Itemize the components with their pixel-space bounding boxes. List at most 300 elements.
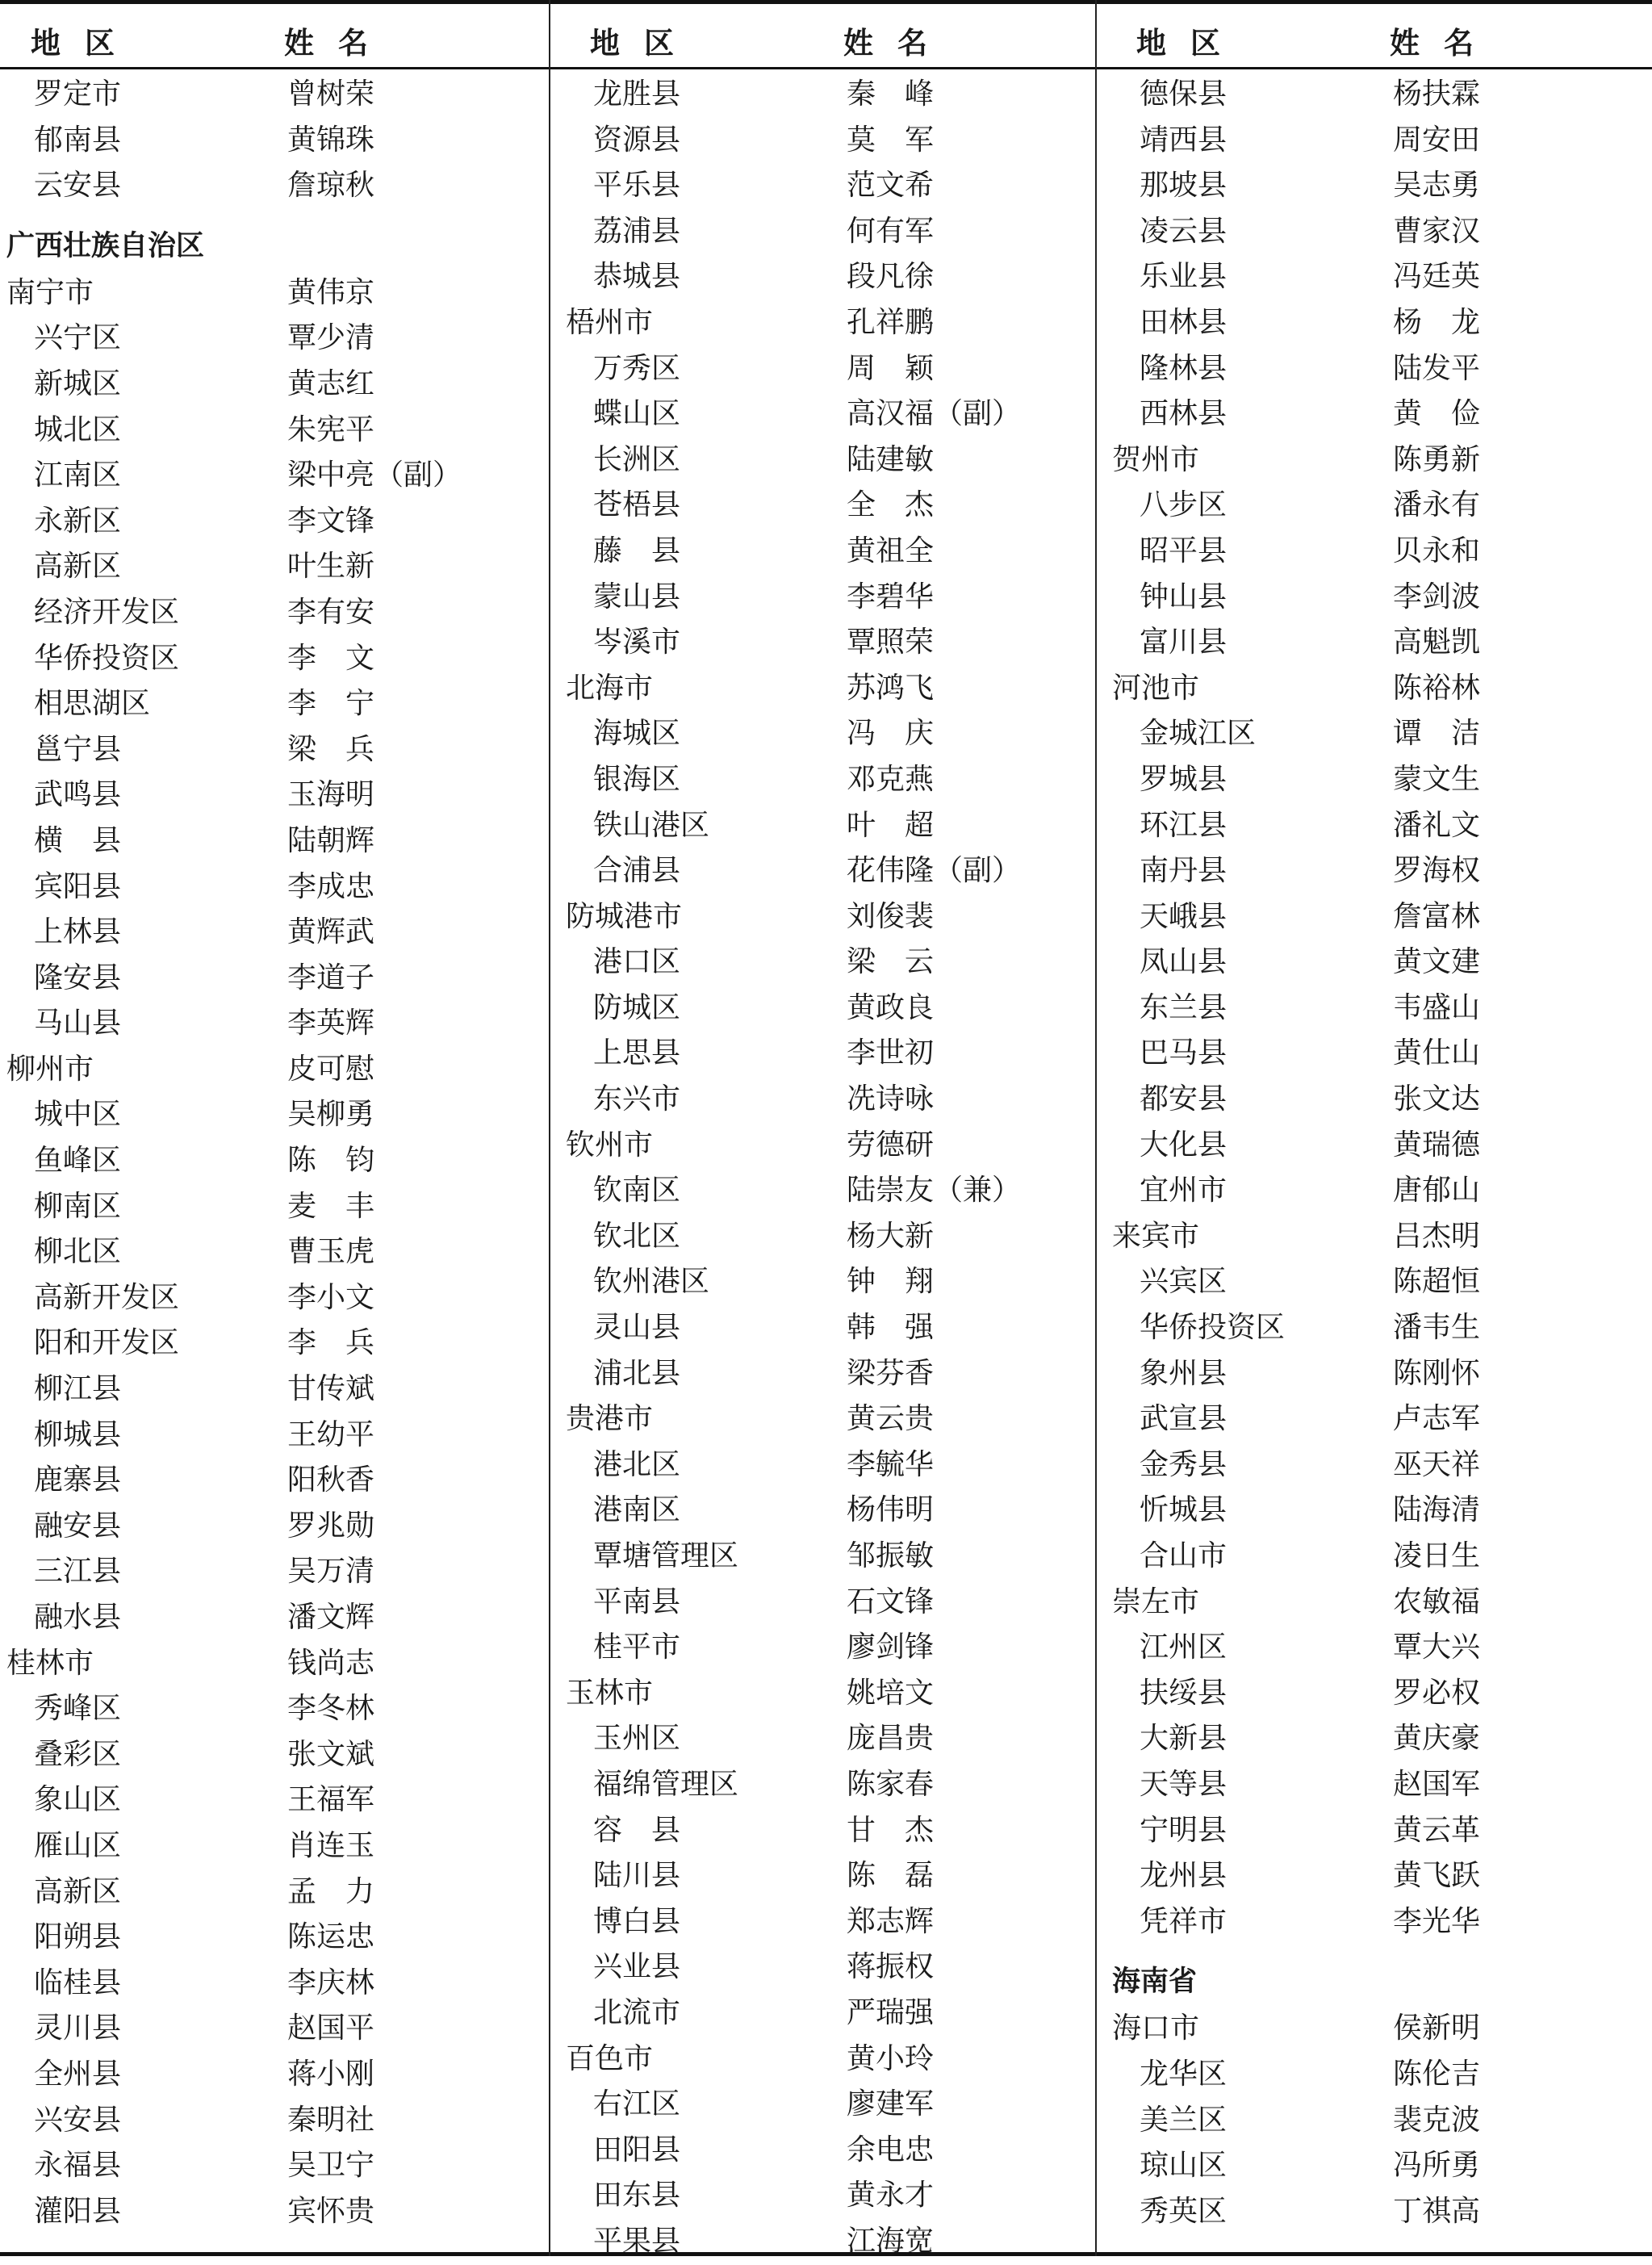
name-cell: 李英辉 <box>287 1007 375 1040</box>
name-cell: 肖连玉 <box>287 1828 375 1862</box>
name-cell: 曹玉虎 <box>287 1235 375 1269</box>
region-cell: 柳江县 <box>34 1372 122 1406</box>
name-cell: 凌日生 <box>1393 1539 1481 1572</box>
table-row <box>0 727 549 773</box>
region-cell: 钦南区 <box>593 1174 681 1208</box>
region-cell: 宜州市 <box>1140 1174 1227 1208</box>
name-cell: 黄云革 <box>1393 1813 1481 1847</box>
name-cell: 梁中亮（副） <box>287 458 462 492</box>
column-divider <box>1095 0 1097 2256</box>
region-cell: 港口区 <box>593 945 681 979</box>
name-cell: 裴克波 <box>1393 2103 1481 2137</box>
region-cell: 平果县 <box>593 2224 681 2258</box>
region-cell: 环江县 <box>1140 808 1227 842</box>
region-cell: 那坡县 <box>1140 169 1227 203</box>
table-row <box>0 2189 549 2235</box>
table-row <box>1106 1716 1652 1762</box>
name-cell: 覃大兴 <box>1393 1631 1481 1664</box>
region-cell: 博白县 <box>593 1904 681 1938</box>
table-row <box>1106 666 1652 712</box>
table-row <box>559 163 1095 209</box>
region-cell: 钦州港区 <box>593 1265 710 1299</box>
table-row <box>0 1777 549 1823</box>
name-cell: 严瑞强 <box>847 1995 935 2029</box>
name-cell: 李成忠 <box>287 869 375 903</box>
name-cell: 李 文 <box>287 641 375 675</box>
region-cell: 大化县 <box>1140 1128 1227 1162</box>
region-cell: 扶绥县 <box>1140 1676 1227 1710</box>
name-cell: 钟 翔 <box>847 1265 935 1299</box>
table-row <box>0 316 549 362</box>
table-row <box>559 1808 1095 1854</box>
table-row <box>0 956 549 1002</box>
table-row <box>559 391 1095 438</box>
region-cell: 银海区 <box>593 762 681 796</box>
table-row <box>0 772 549 818</box>
region-cell: 万秀区 <box>593 351 681 385</box>
table-row <box>559 1534 1095 1580</box>
region-cell: 港北区 <box>593 1447 681 1481</box>
table-row <box>0 1321 549 1367</box>
table-row <box>1106 711 1652 757</box>
row-list <box>0 72 549 2234</box>
name-cell: 高魁凯 <box>1393 626 1481 659</box>
table-row <box>1106 1625 1652 1671</box>
name-cell: 段凡徐 <box>847 260 935 294</box>
table-row <box>1106 391 1652 438</box>
name-cell: 高汉福（副） <box>847 397 1022 431</box>
name-cell: 孟 力 <box>287 1874 375 1908</box>
name-cell: 秦 峰 <box>847 77 935 111</box>
table-row <box>559 1853 1095 1899</box>
name-cell: 陆建敏 <box>847 442 935 476</box>
region-cell: 高新区 <box>34 550 122 584</box>
name-cell: 甘传斌 <box>287 1372 375 1406</box>
name-cell: 周安田 <box>1393 123 1481 157</box>
region-cell: 秀峰区 <box>34 1692 122 1726</box>
table-row <box>559 2037 1095 2083</box>
name-cell: 陆海清 <box>1393 1493 1481 1527</box>
table-row <box>1106 72 1652 118</box>
table-row <box>1106 1488 1652 1534</box>
name-cell: 廖剑锋 <box>847 1631 935 1664</box>
region-cell: 玉州区 <box>593 1722 681 1756</box>
region-cell: 河池市 <box>1112 671 1200 705</box>
region-cell: 金秀县 <box>1140 1447 1227 1481</box>
region-cell: 平乐县 <box>593 169 681 203</box>
name-cell: 黄瑞德 <box>1393 1128 1481 1162</box>
header-name-label: 姓名 <box>1390 25 1498 61</box>
region-cell: 永新区 <box>34 504 122 538</box>
section-heading: 海南省 <box>1112 1966 1198 1999</box>
region-cell: 武鸣县 <box>34 778 122 812</box>
table-row <box>559 1671 1095 1717</box>
region-cell: 大新县 <box>1140 1722 1227 1756</box>
name-cell: 李小文 <box>287 1280 375 1314</box>
name-cell: 曹家汉 <box>1393 214 1481 248</box>
table-row <box>1106 1031 1652 1077</box>
region-cell: 龙华区 <box>1140 2057 1227 2091</box>
table-row <box>0 453 549 499</box>
table-row <box>559 894 1095 940</box>
table-row <box>0 1138 549 1184</box>
region-cell: 隆林县 <box>1140 351 1227 385</box>
name-cell: 陈勇新 <box>1393 442 1481 476</box>
table-row <box>559 1762 1095 1808</box>
name-cell: 李 兵 <box>287 1326 375 1360</box>
region-cell: 马山县 <box>34 1007 122 1040</box>
table-row <box>559 2173 1095 2219</box>
region-cell: 叠彩区 <box>34 1737 122 1771</box>
name-cell: 詹琼秋 <box>287 169 375 203</box>
name-cell: 梁 兵 <box>287 732 375 766</box>
table-row <box>1106 848 1652 894</box>
region-cell: 容 县 <box>593 1813 681 1847</box>
region-cell: 隆安县 <box>34 961 122 994</box>
table-row <box>559 2082 1095 2128</box>
name-cell: 黄云贵 <box>847 1402 935 1436</box>
region-cell: 城北区 <box>34 412 122 446</box>
name-cell: 花伟隆（副） <box>847 854 1022 888</box>
name-cell: 梁芬香 <box>847 1356 935 1390</box>
table-row <box>1106 1853 1652 1899</box>
name-cell: 覃照荣 <box>847 626 935 659</box>
table-row <box>559 1077 1095 1123</box>
region-cell: 北海市 <box>566 671 654 705</box>
name-cell: 冯 庆 <box>847 717 935 751</box>
table-row <box>0 544 549 590</box>
name-cell: 冼诗咏 <box>847 1082 935 1116</box>
region-cell: 琼山区 <box>1140 2149 1227 2183</box>
region-cell: 兴业县 <box>593 1950 681 1984</box>
table-row <box>559 711 1095 757</box>
name-cell: 杨 龙 <box>1393 305 1481 339</box>
table-row <box>559 940 1095 986</box>
name-cell: 吴柳勇 <box>287 1098 375 1132</box>
region-cell: 资源县 <box>593 123 681 157</box>
region-cell: 巴马县 <box>1140 1036 1227 1070</box>
name-cell: 石文锋 <box>847 1585 935 1618</box>
name-cell: 张文斌 <box>287 1737 375 1771</box>
region-cell: 经济开发区 <box>34 595 180 629</box>
region-cell: 防城区 <box>593 990 681 1024</box>
region-cell: 藤 县 <box>593 534 681 567</box>
region-cell: 凭祥市 <box>1140 1904 1227 1938</box>
region-cell: 阳和开发区 <box>34 1326 180 1360</box>
table-row <box>1106 1442 1652 1488</box>
name-cell: 潘韦生 <box>1393 1311 1481 1345</box>
table-row <box>0 636 549 682</box>
name-cell: 叶生新 <box>287 550 375 584</box>
name-cell: 王幼平 <box>287 1417 375 1451</box>
region-cell: 全州县 <box>34 2057 122 2091</box>
table-row <box>0 408 549 454</box>
table-row <box>1106 1534 1652 1580</box>
name-cell: 何有军 <box>847 214 935 248</box>
region-cell: 福绵管理区 <box>593 1767 739 1801</box>
region-cell: 来宾市 <box>1112 1219 1200 1253</box>
region-cell: 北流市 <box>593 1995 681 2029</box>
name-cell: 李毓华 <box>847 1447 935 1481</box>
region-cell: 象山区 <box>34 1783 122 1817</box>
name-cell: 黄庆豪 <box>1393 1722 1481 1756</box>
name-cell: 李碧华 <box>847 580 935 613</box>
table-row <box>0 1915 549 1961</box>
name-cell: 皮可慰 <box>287 1052 375 1086</box>
table-row <box>1106 1259 1652 1305</box>
region-cell: 钦北区 <box>593 1219 681 1253</box>
region-cell: 柳南区 <box>34 1189 122 1223</box>
name-cell: 邓克燕 <box>847 762 935 796</box>
name-cell: 黄仕山 <box>1393 1036 1481 1070</box>
region-cell: 高新区 <box>34 1874 122 1908</box>
region-cell: 宾阳县 <box>34 869 122 903</box>
name-cell: 赵国平 <box>287 2012 375 2045</box>
table-row <box>0 1458 549 1504</box>
name-cell: 詹富林 <box>1393 899 1481 933</box>
table-row <box>1106 1305 1652 1351</box>
table-row <box>0 1732 549 1778</box>
name-cell: 姚培文 <box>847 1676 935 1710</box>
region-cell: 合山市 <box>1140 1539 1227 1572</box>
table-row <box>1106 300 1652 346</box>
table-row <box>559 254 1095 300</box>
name-cell: 黄祖全 <box>847 534 935 567</box>
name-cell: 余电忠 <box>847 2133 935 2167</box>
table-row <box>0 1595 549 1641</box>
region-cell: 天峨县 <box>1140 899 1227 933</box>
table-row <box>559 1214 1095 1260</box>
name-cell: 朱宪平 <box>287 412 375 446</box>
table-row <box>0 270 549 316</box>
table-row <box>559 72 1095 118</box>
region-cell: 龙胜县 <box>593 77 681 111</box>
region-cell: 高新开发区 <box>34 1280 180 1314</box>
region-cell: 百色市 <box>566 2041 654 2075</box>
table-row <box>0 1047 549 1093</box>
region-cell: 富川县 <box>1140 626 1227 659</box>
table-row <box>559 1305 1095 1351</box>
region-cell: 崇左市 <box>1112 1585 1200 1618</box>
table-row <box>1106 1762 1652 1808</box>
name-cell: 黄志红 <box>287 366 375 400</box>
name-cell: 甘 杰 <box>847 1813 935 1847</box>
table-row <box>559 620 1095 666</box>
region-cell: 灌阳县 <box>34 2194 122 2228</box>
name-cell: 谭 洁 <box>1393 717 1481 751</box>
name-cell: 麦 丰 <box>287 1189 375 1223</box>
table-row <box>559 1168 1095 1214</box>
table-row <box>559 300 1095 346</box>
table-row <box>0 1686 549 1732</box>
table-row <box>0 1001 549 1047</box>
table-row <box>0 1641 549 1687</box>
table-row <box>559 575 1095 621</box>
name-cell: 黄 俭 <box>1393 397 1481 431</box>
region-cell: 海城区 <box>593 717 681 751</box>
table-row <box>0 362 549 408</box>
name-cell: 唐郁山 <box>1393 1174 1481 1208</box>
table-row <box>559 803 1095 849</box>
region-cell: 钟山县 <box>1140 580 1227 613</box>
region-cell: 华侨投资区 <box>34 641 180 675</box>
name-cell: 张文达 <box>1393 1082 1481 1116</box>
region-cell: 三江县 <box>34 1555 122 1589</box>
table-row <box>0 2006 549 2052</box>
table-row <box>1106 2143 1652 2189</box>
region-cell: 罗定市 <box>34 77 122 111</box>
table-row <box>0 2143 549 2189</box>
name-cell: 吴万清 <box>287 1555 375 1589</box>
table-row <box>1106 1808 1652 1854</box>
table-row <box>1106 1123 1652 1169</box>
name-cell: 黄伟京 <box>287 275 375 309</box>
region-cell: 融水县 <box>34 1601 122 1634</box>
table-row <box>1106 438 1652 484</box>
table-row <box>0 1184 549 1230</box>
name-cell: 陈伦吉 <box>1393 2057 1481 2091</box>
table-row <box>0 818 549 865</box>
table-row <box>559 2219 1095 2265</box>
region-cell: 平南县 <box>593 1585 681 1618</box>
region-cell: 蒙山县 <box>593 580 681 613</box>
name-cell: 冯廷英 <box>1393 260 1481 294</box>
name-cell: 黄飞跃 <box>1393 1859 1481 1893</box>
region-cell: 乐业县 <box>1140 260 1227 294</box>
table-row <box>0 499 549 545</box>
region-cell: 南丹县 <box>1140 854 1227 888</box>
name-cell: 黄小玲 <box>847 2041 935 2075</box>
section-heading-row <box>1106 1945 1652 2006</box>
table-row <box>0 2098 549 2144</box>
region-cell: 鱼峰区 <box>34 1144 122 1178</box>
header-name-label: 姓名 <box>843 25 951 61</box>
region-cell: 昭平县 <box>1140 534 1227 567</box>
name-cell: 贝永和 <box>1393 534 1481 567</box>
region-cell: 云安县 <box>34 169 122 203</box>
region-cell: 相思湖区 <box>34 687 151 721</box>
name-cell: 李文锋 <box>287 504 375 538</box>
name-cell: 黄锦珠 <box>287 123 375 157</box>
region-cell: 上林县 <box>34 915 122 949</box>
region-cell: 鹿寨县 <box>34 1463 122 1497</box>
table-row <box>0 1869 549 1915</box>
section-heading: 广西壮族自治区 <box>6 229 205 262</box>
table-row <box>0 1367 549 1413</box>
table-row <box>1106 757 1652 803</box>
name-cell: 劳德研 <box>847 1128 935 1162</box>
region-cell: 龙州县 <box>1140 1859 1227 1893</box>
region-cell: 防城港市 <box>566 899 683 933</box>
table-row <box>0 865 549 911</box>
table-row <box>1106 1396 1652 1442</box>
region-cell: 钦州市 <box>566 1128 654 1162</box>
region-cell: 长洲区 <box>593 442 681 476</box>
table-row <box>559 529 1095 575</box>
region-cell: 罗城县 <box>1140 762 1227 796</box>
name-cell: 叶 超 <box>847 808 935 842</box>
region-cell: 桂平市 <box>593 1631 681 1664</box>
table-row <box>0 2052 549 2098</box>
table-row <box>559 1899 1095 1945</box>
name-cell: 玉海明 <box>287 778 375 812</box>
table-row <box>1106 209 1652 255</box>
table-row <box>1106 620 1652 666</box>
table-row <box>0 1823 549 1869</box>
region-cell: 贵港市 <box>566 1402 654 1436</box>
table-row <box>1106 2098 1652 2144</box>
region-cell: 东兴市 <box>593 1082 681 1116</box>
table-column-3 <box>1106 0 1652 2256</box>
region-cell: 郁南县 <box>34 123 122 157</box>
table-row <box>1106 1580 1652 1626</box>
name-cell: 陈裕林 <box>1393 671 1481 705</box>
region-cell: 武宣县 <box>1140 1402 1227 1436</box>
table-row <box>1106 1077 1652 1123</box>
header-region-label: 地区 <box>31 25 139 61</box>
name-cell: 吴志勇 <box>1393 169 1481 203</box>
name-cell: 王福军 <box>287 1783 375 1817</box>
region-cell: 华侨投资区 <box>1140 1311 1286 1345</box>
region-cell: 右江区 <box>593 2087 681 2121</box>
table-row <box>1106 529 1652 575</box>
region-cell: 蝶山区 <box>593 397 681 431</box>
table-row <box>1106 346 1652 392</box>
region-cell: 田东县 <box>593 2179 681 2213</box>
name-cell: 覃少清 <box>287 321 375 355</box>
table-row <box>1106 1899 1652 1945</box>
name-cell: 全 杰 <box>847 488 935 522</box>
region-cell: 柳城县 <box>34 1417 122 1451</box>
table-row <box>0 910 549 956</box>
name-cell: 黄文建 <box>1393 945 1481 979</box>
name-cell: 陈 磊 <box>847 1859 935 1893</box>
region-cell: 港南区 <box>593 1493 681 1527</box>
name-cell: 范文希 <box>847 169 935 203</box>
table-row <box>559 1945 1095 1991</box>
column-header <box>1106 4 1652 67</box>
region-cell: 海口市 <box>1112 2012 1200 2045</box>
name-cell: 梁 云 <box>847 945 935 979</box>
name-cell: 刘俊裴 <box>847 899 935 933</box>
name-cell: 杨伟明 <box>847 1493 935 1527</box>
table-row <box>1106 894 1652 940</box>
region-cell: 荔浦县 <box>593 214 681 248</box>
table-row <box>559 666 1095 712</box>
name-cell: 冯所勇 <box>1393 2149 1481 2183</box>
table-row <box>0 72 549 118</box>
table-row <box>1106 483 1652 529</box>
header-region-label: 地区 <box>590 25 698 61</box>
table-row <box>1106 2052 1652 2098</box>
name-cell: 丁祺高 <box>1393 2194 1481 2228</box>
name-cell: 卢志军 <box>1393 1402 1481 1436</box>
name-cell: 李庆林 <box>287 1966 375 1999</box>
name-cell: 孔祥鹏 <box>847 305 935 339</box>
region-cell: 秀英区 <box>1140 2194 1227 2228</box>
table-row <box>1106 1351 1652 1397</box>
table-row <box>1106 940 1652 986</box>
region-cell: 八步区 <box>1140 488 1227 522</box>
table-row <box>559 1396 1095 1442</box>
table-row <box>1106 254 1652 300</box>
table-row <box>559 1351 1095 1397</box>
name-cell: 潘文辉 <box>287 1601 375 1634</box>
name-cell: 庞昌贵 <box>847 1722 935 1756</box>
name-cell: 陈超恒 <box>1393 1265 1481 1299</box>
table-row <box>559 848 1095 894</box>
region-cell: 浦北县 <box>593 1356 681 1390</box>
